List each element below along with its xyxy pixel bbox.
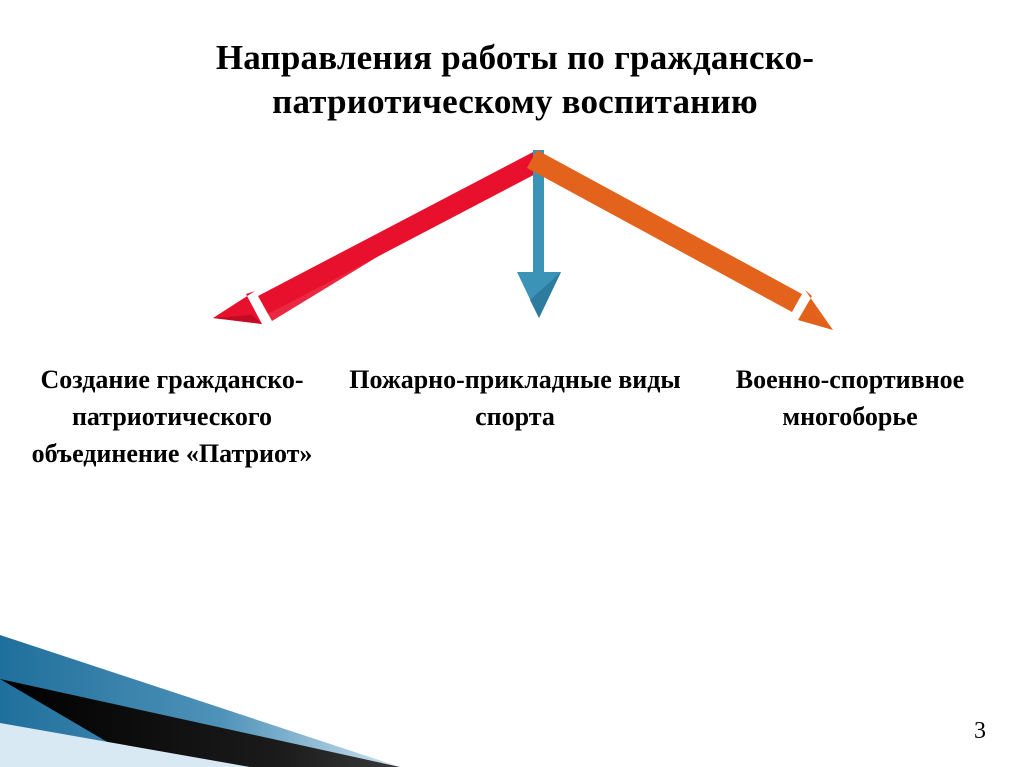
slide-number: 3: [974, 718, 986, 744]
decorative-band: [0, 627, 1024, 767]
branch-label-2: Пожарно-прикладные виды спорта: [349, 365, 681, 431]
red-arrow-left: [213, 150, 547, 324]
branch-label-3: Военно-спортивное многоборье: [735, 365, 965, 431]
orange-arrow-right: [527, 150, 833, 330]
page-title: Направления работы по гражданско-патриотическому воспитанию: [215, 38, 815, 121]
branch-label-1: Создание гражданско-патриотического объединение «Патриот»: [31, 365, 313, 468]
